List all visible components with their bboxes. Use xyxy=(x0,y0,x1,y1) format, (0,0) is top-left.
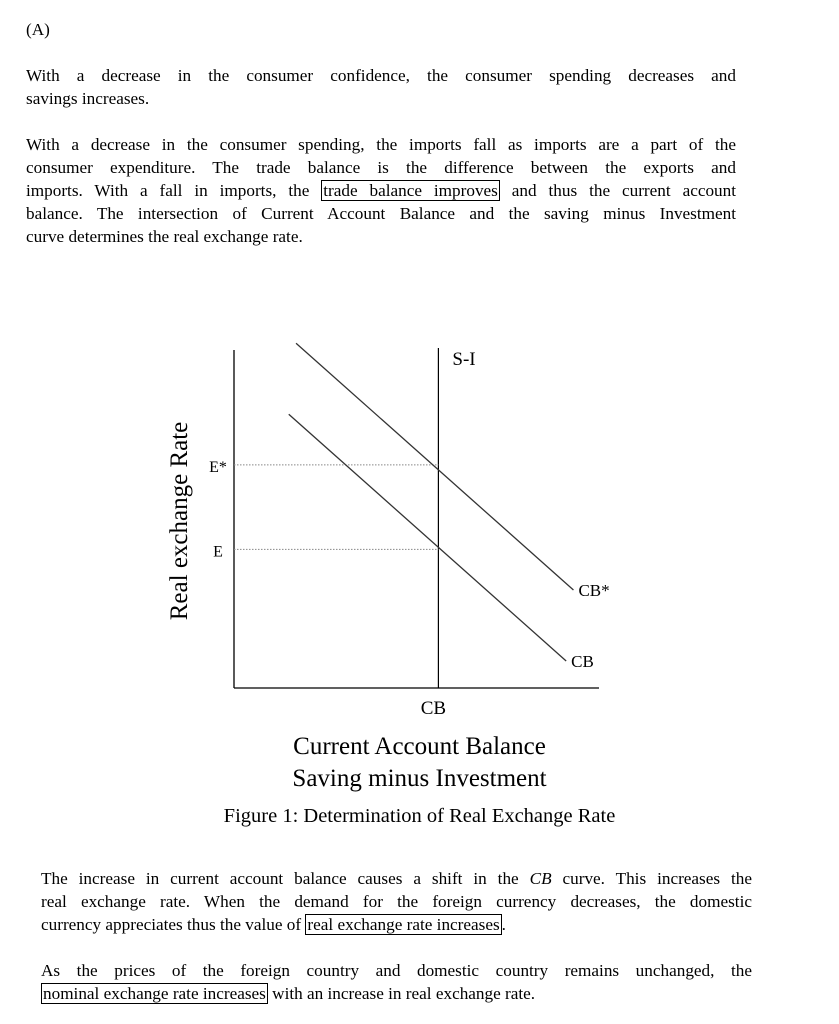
highlight-box-trade-balance: trade balance improves xyxy=(323,181,498,200)
paragraph-trade-balance xyxy=(26,133,736,248)
text-line: With a decrease in the consumer confidence, the consumer spending decreases and xyxy=(26,66,736,85)
text-line: As the prices of the foreign country and domestic country remains unchanged, the xyxy=(41,961,752,980)
y-tick-label-e: E xyxy=(213,543,223,561)
y-axis-label: Real exchange Rate xyxy=(166,421,193,621)
text-line: consumer expenditure. The trade balance is the difference between the exports and xyxy=(26,158,736,177)
x-tick-label-cb: CB xyxy=(420,698,447,719)
text-line: real exchange rate. When the demand for the foreign currency decreases, the domestic xyxy=(41,892,752,911)
figure-caption: Figure 1: Determination of Real Exchange Rate xyxy=(223,805,616,827)
text-run: currency appreciates thus the value of xyxy=(41,915,306,934)
text-line xyxy=(41,913,752,936)
x-axis-label-line2: Saving minus Investment xyxy=(292,765,547,792)
section-label: (A) xyxy=(26,20,50,39)
highlight-box-nominal-rate: nominal exchange rate increases xyxy=(43,984,266,1003)
text-run: imports. With a fall in imports, the xyxy=(26,181,322,200)
s-i-label: S-I xyxy=(452,349,476,370)
highlight-box-real-rate: real exchange rate increases xyxy=(307,915,500,934)
text-run: curve. This increases the xyxy=(551,869,752,888)
text-line xyxy=(41,867,752,890)
x-axis-label: Current Account Balance xyxy=(293,733,546,760)
text-line xyxy=(26,179,736,202)
series-line-cb-star xyxy=(296,343,573,590)
series-label-cb: CB xyxy=(571,651,594,671)
series-label-cb-star: CB* xyxy=(578,580,610,600)
paragraph-consumer-confidence xyxy=(26,64,736,110)
chart-plot-area xyxy=(166,343,610,719)
y-tick-label-e-star: E* xyxy=(209,458,227,476)
series-line-cb xyxy=(289,414,566,661)
text-run: . xyxy=(501,915,506,934)
text-line: With a decrease in the consumer spending, the imports fall as imports are a part of the xyxy=(26,135,736,154)
paragraph-shift-explanation xyxy=(41,867,752,936)
text-run-italic: CB xyxy=(529,869,552,888)
exchange-rate-chart xyxy=(0,330,839,730)
text-line: curve determines the real exchange rate. xyxy=(26,227,303,246)
text-run: The increase in current account balance causes a shift in the xyxy=(41,869,530,888)
text-line: savings increases. xyxy=(26,89,150,108)
text-run: with an increase in real exchange rate. xyxy=(267,984,536,1003)
text-line: balance. The intersection of Current Account Balance and the saving minus Investment xyxy=(26,204,736,223)
paragraph-nominal-rate xyxy=(41,959,752,1005)
text-run: and thus the current account xyxy=(499,181,737,200)
text-line xyxy=(41,982,752,1005)
